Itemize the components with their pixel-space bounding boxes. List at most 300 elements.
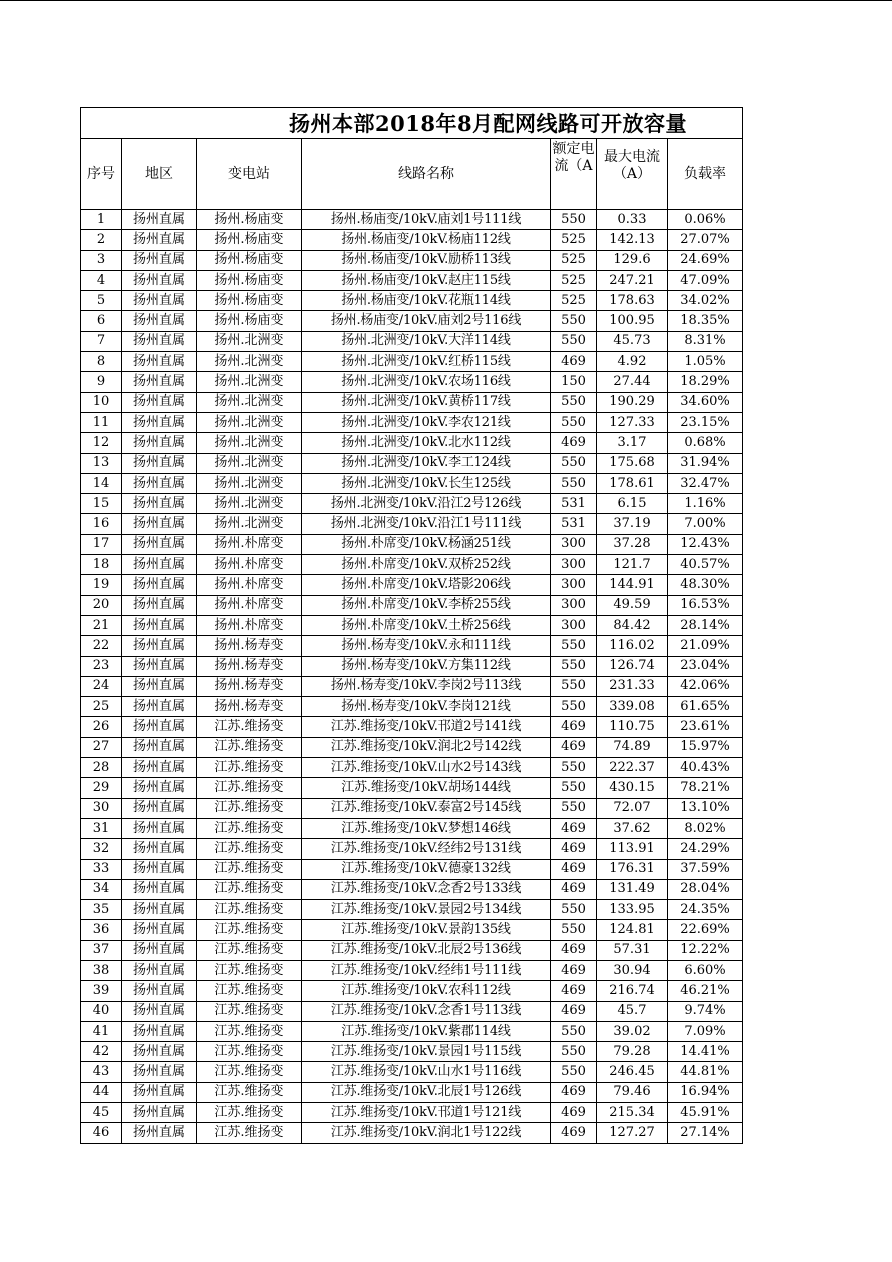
cell-seq: 39 [81, 981, 122, 1001]
cell-substation: 江苏.维扬变 [197, 981, 302, 1001]
cell-substation: 扬州.北洲变 [197, 494, 302, 514]
cell-max-current: 121.7 [597, 555, 668, 575]
cell-seq: 25 [81, 697, 122, 717]
cell-rated-current: 469 [551, 839, 597, 859]
table-row [81, 697, 743, 717]
table-row [81, 595, 743, 615]
cell-region: 扬州直属 [122, 372, 197, 392]
cell-substation: 扬州.北洲变 [197, 453, 302, 473]
cell-line-name: 扬州.朴席变/10kV.李桥255线 [302, 595, 551, 615]
cell-rated-current: 469 [551, 352, 597, 372]
table-row [81, 514, 743, 534]
cell-region: 扬州直属 [122, 1001, 197, 1021]
cell-max-current: 215.34 [597, 1103, 668, 1123]
cell-load-rate: 45.91% [668, 1103, 743, 1123]
cell-max-current: 37.28 [597, 534, 668, 554]
cell-line-name: 扬州.杨庙变/10kV.庙刘1号111线 [302, 210, 551, 230]
cell-region: 扬州直属 [122, 1021, 197, 1041]
cell-substation: 扬州.杨庙变 [197, 291, 302, 311]
cell-region: 扬州直属 [122, 1062, 197, 1082]
cell-line-name: 扬州.杨寿变/10kV.李岗121线 [302, 697, 551, 717]
cell-load-rate: 32.47% [668, 473, 743, 493]
cell-substation: 江苏.维扬变 [197, 920, 302, 940]
cell-seq: 11 [81, 412, 122, 432]
cell-substation: 江苏.维扬变 [197, 879, 302, 899]
cell-max-current: 37.62 [597, 818, 668, 838]
cell-max-current: 3.17 [597, 433, 668, 453]
cell-region: 扬州直属 [122, 697, 197, 717]
cell-line-name: 扬州.杨庙变/10kV.励桥113线 [302, 250, 551, 270]
cell-line-name: 江苏.维扬变/10kV.景园2号134线 [302, 900, 551, 920]
cell-region: 扬州直属 [122, 758, 197, 778]
cell-max-current: 190.29 [597, 392, 668, 412]
cell-load-rate: 15.97% [668, 737, 743, 757]
cell-rated-current: 550 [551, 900, 597, 920]
table-row [81, 210, 743, 230]
cell-rated-current: 469 [551, 433, 597, 453]
cell-seq: 8 [81, 352, 122, 372]
cell-region: 扬州直属 [122, 473, 197, 493]
table-row [81, 1082, 743, 1102]
header-line-name: 线路名称 [302, 139, 551, 210]
cell-load-rate: 9.74% [668, 1001, 743, 1021]
cell-line-name: 江苏.维扬变/10kV.经纬2号131线 [302, 839, 551, 859]
cell-region: 扬州直属 [122, 534, 197, 554]
cell-seq: 2 [81, 230, 122, 250]
cell-region: 扬州直属 [122, 839, 197, 859]
cell-load-rate: 31.94% [668, 453, 743, 473]
cell-load-rate: 24.69% [668, 250, 743, 270]
cell-region: 扬州直属 [122, 900, 197, 920]
cell-region: 扬州直属 [122, 270, 197, 290]
cell-region: 扬州直属 [122, 656, 197, 676]
cell-max-current: 129.6 [597, 250, 668, 270]
cell-seq: 46 [81, 1123, 122, 1143]
cell-max-current: 222.37 [597, 758, 668, 778]
cell-seq: 13 [81, 453, 122, 473]
cell-rated-current: 525 [551, 291, 597, 311]
cell-substation: 扬州.杨寿变 [197, 656, 302, 676]
cell-rated-current: 525 [551, 270, 597, 290]
cell-substation: 扬州.朴席变 [197, 615, 302, 635]
table-row [81, 1103, 743, 1123]
cell-substation: 扬州.朴席变 [197, 534, 302, 554]
cell-rated-current: 550 [551, 311, 597, 331]
cell-load-rate: 12.43% [668, 534, 743, 554]
cell-seq: 41 [81, 1021, 122, 1041]
table-row [81, 1021, 743, 1041]
cell-line-name: 江苏.维扬变/10kV.北辰2号136线 [302, 940, 551, 960]
cell-region: 扬州直属 [122, 960, 197, 980]
cell-line-name: 扬州.杨寿变/10kV.方集112线 [302, 656, 551, 676]
table-row [81, 839, 743, 859]
cell-region: 扬州直属 [122, 453, 197, 473]
cell-seq: 31 [81, 818, 122, 838]
cell-substation: 扬州.杨庙变 [197, 250, 302, 270]
cell-seq: 15 [81, 494, 122, 514]
cell-line-name: 江苏.维扬变/10kV.山水2号143线 [302, 758, 551, 778]
cell-load-rate: 6.60% [668, 960, 743, 980]
cell-seq: 35 [81, 900, 122, 920]
cell-line-name: 扬州.杨庙变/10kV.赵庄115线 [302, 270, 551, 290]
cell-seq: 42 [81, 1042, 122, 1062]
cell-region: 扬州直属 [122, 676, 197, 696]
top-rule [0, 0, 892, 1]
cell-region: 扬州直属 [122, 331, 197, 351]
cell-substation: 江苏.维扬变 [197, 839, 302, 859]
cell-rated-current: 550 [551, 412, 597, 432]
cell-seq: 12 [81, 433, 122, 453]
table-row [81, 818, 743, 838]
cell-load-rate: 0.68% [668, 433, 743, 453]
cell-line-name: 江苏.维扬变/10kV.梦想146线 [302, 818, 551, 838]
cell-seq: 7 [81, 331, 122, 351]
cell-substation: 江苏.维扬变 [197, 717, 302, 737]
cell-region: 扬州直属 [122, 230, 197, 250]
cell-load-rate: 14.41% [668, 1042, 743, 1062]
cell-substation: 江苏.维扬变 [197, 960, 302, 980]
table-row [81, 940, 743, 960]
cell-seq: 21 [81, 615, 122, 635]
table-row [81, 615, 743, 635]
cell-substation: 扬州.北洲变 [197, 514, 302, 534]
cell-substation: 扬州.朴席变 [197, 555, 302, 575]
cell-max-current: 100.95 [597, 311, 668, 331]
cell-region: 扬州直属 [122, 879, 197, 899]
cell-seq: 19 [81, 575, 122, 595]
cell-line-name: 扬州.朴席变/10kV.杨涵251线 [302, 534, 551, 554]
cell-region: 扬州直属 [122, 291, 197, 311]
cell-load-rate: 23.04% [668, 656, 743, 676]
cell-line-name: 江苏.维扬变/10kV.念香1号113线 [302, 1001, 551, 1021]
cell-seq: 36 [81, 920, 122, 940]
cell-rated-current: 469 [551, 1001, 597, 1021]
cell-seq: 28 [81, 758, 122, 778]
table-row [81, 758, 743, 778]
cell-max-current: 176.31 [597, 859, 668, 879]
cell-seq: 38 [81, 960, 122, 980]
table-row [81, 879, 743, 899]
cell-region: 扬州直属 [122, 433, 197, 453]
cell-rated-current: 469 [551, 1123, 597, 1143]
cell-rated-current: 300 [551, 555, 597, 575]
table-body [81, 210, 743, 1144]
cell-max-current: 430.15 [597, 778, 668, 798]
cell-max-current: 49.59 [597, 595, 668, 615]
cell-seq: 37 [81, 940, 122, 960]
cell-rated-current: 531 [551, 514, 597, 534]
cell-rated-current: 469 [551, 818, 597, 838]
cell-substation: 江苏.维扬变 [197, 1123, 302, 1143]
cell-line-name: 江苏.维扬变/10kV.山水1号116线 [302, 1062, 551, 1082]
table-row [81, 900, 743, 920]
cell-load-rate: 28.04% [668, 879, 743, 899]
cell-max-current: 124.81 [597, 920, 668, 940]
cell-rated-current: 550 [551, 920, 597, 940]
cell-rated-current: 550 [551, 453, 597, 473]
cell-load-rate: 48.30% [668, 575, 743, 595]
cell-seq: 5 [81, 291, 122, 311]
cell-seq: 1 [81, 210, 122, 230]
cell-line-name: 扬州.朴席变/10kV.土桥256线 [302, 615, 551, 635]
cell-load-rate: 24.35% [668, 900, 743, 920]
cell-line-name: 扬州.北洲变/10kV.沿江2号126线 [302, 494, 551, 514]
cell-region: 扬州直属 [122, 514, 197, 534]
cell-load-rate: 27.14% [668, 1123, 743, 1143]
cell-load-rate: 18.29% [668, 372, 743, 392]
cell-line-name: 扬州.杨庙变/10kV.杨庙112线 [302, 230, 551, 250]
cell-load-rate: 40.57% [668, 555, 743, 575]
capacity-table [80, 107, 743, 1144]
table-row [81, 981, 743, 1001]
cell-seq: 23 [81, 656, 122, 676]
header-row [81, 139, 743, 210]
cell-substation: 扬州.杨庙变 [197, 270, 302, 290]
cell-substation: 扬州.北洲变 [197, 392, 302, 412]
cell-max-current: 0.33 [597, 210, 668, 230]
table-row [81, 392, 743, 412]
cell-load-rate: 23.61% [668, 717, 743, 737]
cell-substation: 扬州.北洲变 [197, 331, 302, 351]
cell-load-rate: 37.59% [668, 859, 743, 879]
cell-region: 扬州直属 [122, 940, 197, 960]
table-row [81, 676, 743, 696]
cell-line-name: 江苏.维扬变/10kV.紫郡114线 [302, 1021, 551, 1041]
cell-rated-current: 550 [551, 1042, 597, 1062]
cell-seq: 20 [81, 595, 122, 615]
table-row [81, 575, 743, 595]
cell-max-current: 246.45 [597, 1062, 668, 1082]
cell-load-rate: 46.21% [668, 981, 743, 1001]
cell-region: 扬州直属 [122, 636, 197, 656]
cell-region: 扬州直属 [122, 1082, 197, 1102]
cell-load-rate: 24.29% [668, 839, 743, 859]
cell-max-current: 4.92 [597, 352, 668, 372]
cell-seq: 24 [81, 676, 122, 696]
cell-line-name: 扬州.北洲变/10kV.红桥115线 [302, 352, 551, 372]
cell-region: 扬州直属 [122, 311, 197, 331]
cell-rated-current: 469 [551, 981, 597, 1001]
table-row [81, 372, 743, 392]
table-row [81, 291, 743, 311]
cell-max-current: 37.19 [597, 514, 668, 534]
cell-region: 扬州直属 [122, 778, 197, 798]
cell-load-rate: 34.02% [668, 291, 743, 311]
cell-rated-current: 550 [551, 473, 597, 493]
cell-rated-current: 469 [551, 1082, 597, 1102]
table-row [81, 656, 743, 676]
cell-max-current: 27.44 [597, 372, 668, 392]
cell-seq: 30 [81, 798, 122, 818]
cell-substation: 扬州.北洲变 [197, 372, 302, 392]
table-row [81, 270, 743, 290]
cell-max-current: 110.75 [597, 717, 668, 737]
table-row [81, 473, 743, 493]
cell-rated-current: 550 [551, 1021, 597, 1041]
cell-load-rate: 12.22% [668, 940, 743, 960]
table-row [81, 412, 743, 432]
cell-region: 扬州直属 [122, 1123, 197, 1143]
cell-max-current: 247.21 [597, 270, 668, 290]
cell-max-current: 131.49 [597, 879, 668, 899]
cell-line-name: 扬州.朴席变/10kV.塔影206线 [302, 575, 551, 595]
cell-max-current: 84.42 [597, 615, 668, 635]
cell-max-current: 79.28 [597, 1042, 668, 1062]
cell-line-name: 江苏.维扬变/10kV.北辰1号126线 [302, 1082, 551, 1102]
cell-region: 扬州直属 [122, 798, 197, 818]
cell-substation: 扬州.杨寿变 [197, 676, 302, 696]
table-row [81, 960, 743, 980]
cell-region: 扬州直属 [122, 615, 197, 635]
cell-load-rate: 0.06% [668, 210, 743, 230]
cell-region: 扬州直属 [122, 737, 197, 757]
cell-substation: 江苏.维扬变 [197, 1001, 302, 1021]
cell-rated-current: 550 [551, 778, 597, 798]
cell-seq: 10 [81, 392, 122, 412]
cell-line-name: 扬州.北洲变/10kV.李农121线 [302, 412, 551, 432]
cell-load-rate: 18.35% [668, 311, 743, 331]
cell-region: 扬州直属 [122, 494, 197, 514]
table-row [81, 1123, 743, 1143]
cell-load-rate: 34.60% [668, 392, 743, 412]
cell-rated-current: 469 [551, 960, 597, 980]
cell-line-name: 扬州.杨寿变/10kV.永和111线 [302, 636, 551, 656]
cell-max-current: 142.13 [597, 230, 668, 250]
table-row [81, 453, 743, 473]
table-row [81, 859, 743, 879]
cell-line-name: 扬州.北洲变/10kV.沿江1号111线 [302, 514, 551, 534]
cell-max-current: 144.91 [597, 575, 668, 595]
cell-substation: 江苏.维扬变 [197, 1082, 302, 1102]
cell-seq: 34 [81, 879, 122, 899]
cell-load-rate: 16.53% [668, 595, 743, 615]
cell-substation: 扬州.杨寿变 [197, 636, 302, 656]
cell-load-rate: 78.21% [668, 778, 743, 798]
header-max-current: 最大电流（A） [597, 139, 668, 210]
cell-rated-current: 550 [551, 1062, 597, 1082]
cell-seq: 27 [81, 737, 122, 757]
cell-max-current: 339.08 [597, 697, 668, 717]
cell-max-current: 127.33 [597, 412, 668, 432]
cell-rated-current: 550 [551, 210, 597, 230]
sheet-title: 扬州本部2018年8月配网线路可开放容量 [81, 108, 743, 139]
cell-line-name: 扬州.杨庙变/10kV.花瓶114线 [302, 291, 551, 311]
cell-line-name: 江苏.维扬变/10kV.泰富2号145线 [302, 798, 551, 818]
cell-rated-current: 469 [551, 1103, 597, 1123]
cell-rated-current: 150 [551, 372, 597, 392]
cell-rated-current: 550 [551, 697, 597, 717]
cell-max-current: 30.94 [597, 960, 668, 980]
cell-max-current: 216.74 [597, 981, 668, 1001]
cell-substation: 江苏.维扬变 [197, 758, 302, 778]
cell-region: 扬州直属 [122, 1103, 197, 1123]
cell-max-current: 45.73 [597, 331, 668, 351]
cell-load-rate: 27.07% [668, 230, 743, 250]
cell-load-rate: 16.94% [668, 1082, 743, 1102]
cell-max-current: 39.02 [597, 1021, 668, 1041]
cell-substation: 扬州.北洲变 [197, 473, 302, 493]
cell-seq: 45 [81, 1103, 122, 1123]
cell-region: 扬州直属 [122, 575, 197, 595]
table-row [81, 352, 743, 372]
cell-max-current: 175.68 [597, 453, 668, 473]
cell-substation: 扬州.杨庙变 [197, 230, 302, 250]
cell-rated-current: 550 [551, 798, 597, 818]
cell-substation: 江苏.维扬变 [197, 1062, 302, 1082]
cell-line-name: 扬州.北洲变/10kV.大洋114线 [302, 331, 551, 351]
cell-rated-current: 469 [551, 859, 597, 879]
cell-load-rate: 21.09% [668, 636, 743, 656]
cell-rated-current: 469 [551, 737, 597, 757]
table-row [81, 778, 743, 798]
cell-max-current: 178.63 [597, 291, 668, 311]
cell-substation: 江苏.维扬变 [197, 818, 302, 838]
cell-rated-current: 550 [551, 636, 597, 656]
cell-line-name: 扬州.杨庙变/10kV.庙刘2号116线 [302, 311, 551, 331]
cell-region: 扬州直属 [122, 717, 197, 737]
cell-region: 扬州直属 [122, 352, 197, 372]
cell-max-current: 57.31 [597, 940, 668, 960]
cell-load-rate: 13.10% [668, 798, 743, 818]
cell-region: 扬州直属 [122, 859, 197, 879]
cell-load-rate: 1.16% [668, 494, 743, 514]
cell-seq: 17 [81, 534, 122, 554]
table-row [81, 1042, 743, 1062]
cell-rated-current: 300 [551, 615, 597, 635]
header-region: 地区 [122, 139, 197, 210]
cell-rated-current: 469 [551, 717, 597, 737]
header-seq: 序号 [81, 139, 122, 210]
cell-load-rate: 7.00% [668, 514, 743, 534]
cell-line-name: 扬州.北洲变/10kV.李工124线 [302, 453, 551, 473]
cell-substation: 江苏.维扬变 [197, 1103, 302, 1123]
cell-substation: 扬州.杨寿变 [197, 697, 302, 717]
cell-line-name: 扬州.北洲变/10kV.北水112线 [302, 433, 551, 453]
cell-region: 扬州直属 [122, 595, 197, 615]
cell-max-current: 231.33 [597, 676, 668, 696]
cell-rated-current: 469 [551, 879, 597, 899]
cell-region: 扬州直属 [122, 412, 197, 432]
cell-rated-current: 469 [551, 940, 597, 960]
header-load-rate: 负载率 [668, 139, 743, 210]
table-row [81, 494, 743, 514]
cell-load-rate: 44.81% [668, 1062, 743, 1082]
cell-substation: 江苏.维扬变 [197, 900, 302, 920]
cell-line-name: 江苏.维扬变/10kV.德豪132线 [302, 859, 551, 879]
cell-load-rate: 7.09% [668, 1021, 743, 1041]
cell-substation: 江苏.维扬变 [197, 778, 302, 798]
cell-line-name: 扬州.杨寿变/10kV.李岗2号113线 [302, 676, 551, 696]
cell-line-name: 江苏.维扬变/10kV.经纬1号111线 [302, 960, 551, 980]
cell-line-name: 扬州.北洲变/10kV.黄桥117线 [302, 392, 551, 412]
cell-line-name: 江苏.维扬变/10kV.景园1号115线 [302, 1042, 551, 1062]
cell-seq: 18 [81, 555, 122, 575]
table-row [81, 250, 743, 270]
cell-seq: 22 [81, 636, 122, 656]
cell-line-name: 江苏.维扬变/10kV.农科112线 [302, 981, 551, 1001]
cell-seq: 3 [81, 250, 122, 270]
cell-line-name: 江苏.维扬变/10kV.邗道2号141线 [302, 717, 551, 737]
table-row [81, 636, 743, 656]
cell-seq: 29 [81, 778, 122, 798]
cell-substation: 扬州.朴席变 [197, 595, 302, 615]
cell-seq: 43 [81, 1062, 122, 1082]
cell-max-current: 79.46 [597, 1082, 668, 1102]
cell-region: 扬州直属 [122, 818, 197, 838]
cell-line-name: 江苏.维扬变/10kV.邗道1号121线 [302, 1103, 551, 1123]
table-row [81, 717, 743, 737]
cell-rated-current: 300 [551, 575, 597, 595]
